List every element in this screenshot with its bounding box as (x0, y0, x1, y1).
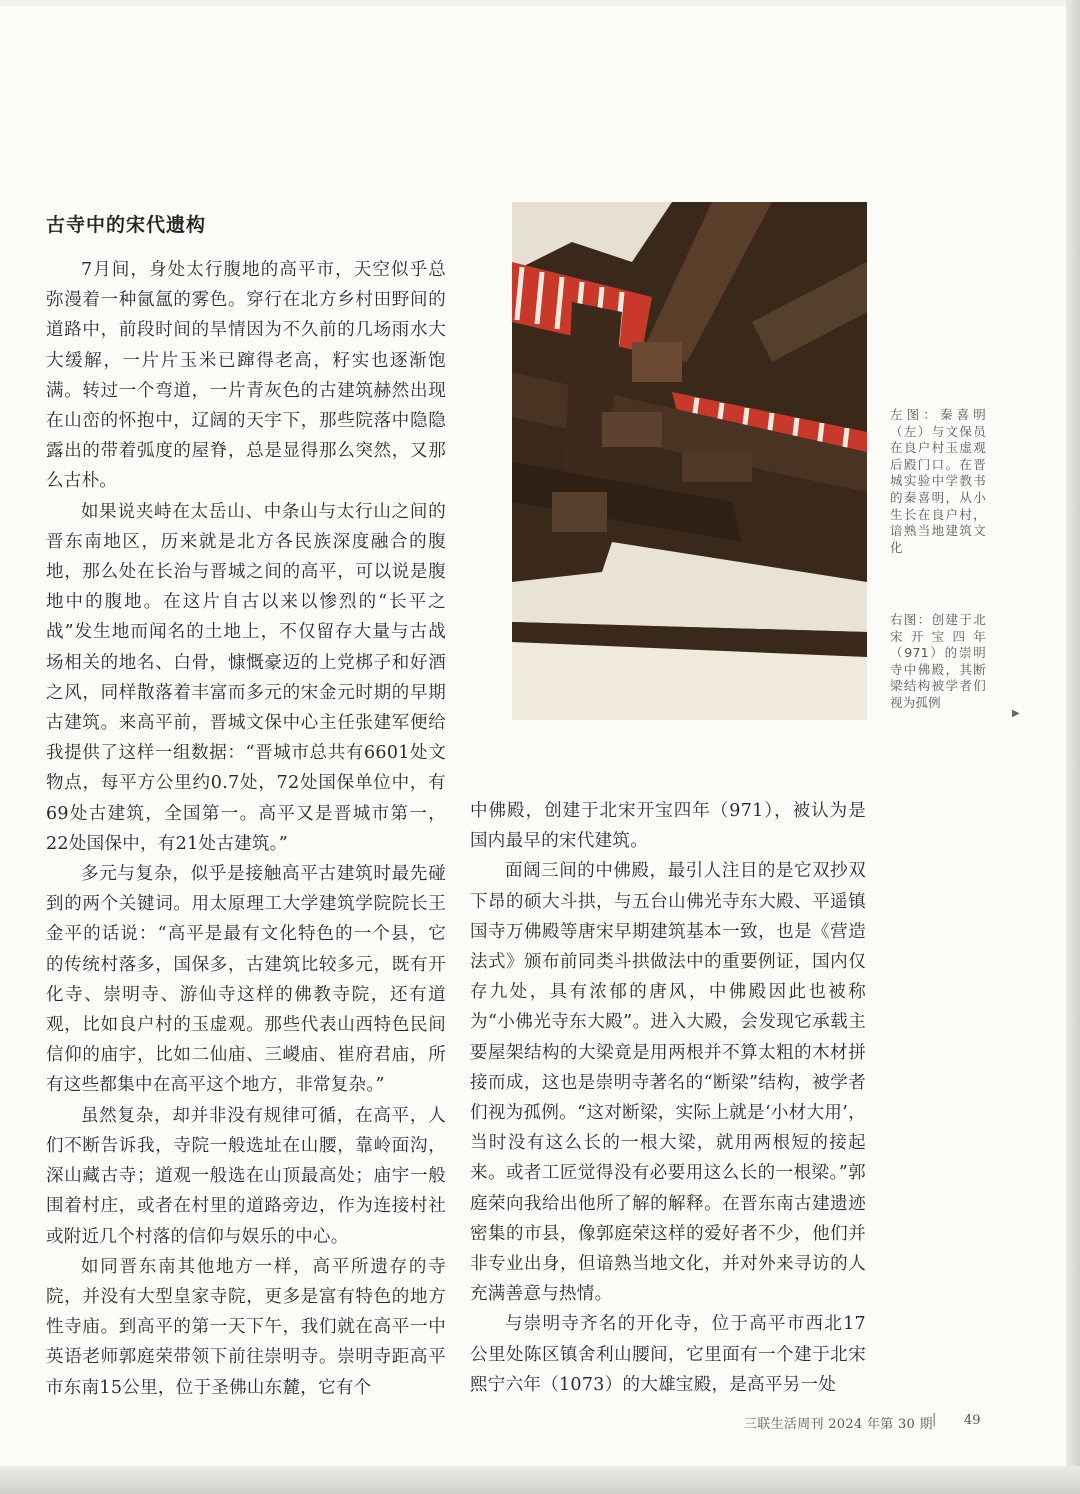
paragraph: 7月间，身处太行腹地的高平市，天空似乎总弥漫着一种氤氲的雾色。穿行在北方乡村田野间的道路中，前段时间的旱情因为不久前的几场雨水大大缓解，一片片玉米已蹿得老高，籽实也逐渐饱满。转过一个弯道，一片青灰色的古建筑赫然出现在山峦的怀抱中，辽阔的天宇下，那些院落中隐隐露出的带着弧度的屋脊，总是显得那么突然，又那么古朴。 (46, 260, 446, 492)
page-number: 49 (964, 1413, 981, 1428)
page-bottom-edge (0, 1466, 1080, 1494)
photo-illustration (512, 202, 867, 720)
paragraph: 虽然复杂，却并非没有规律可循，在高平，人们不断告诉我，寺院一般选址在山腰，靠岭面沟，深山藏古寺；道观一般选在山顶最高处；庙宇一般围着村庄，或者在村里的道路旁边，作为连接村社或附近几个村落的信仰与娱乐的中心。 (46, 1105, 446, 1247)
section-title: 古寺中的宋代遗构 (46, 214, 207, 236)
page-right-edge (1066, 0, 1080, 1494)
left-column (46, 255, 446, 1403)
footer-separator: | (932, 1412, 937, 1427)
paragraph: 面阔三间的中佛殿，最引人注目的是它双抄双下昂的硕大斗拱，与五台山佛光寺东大殿、平遥镇国寺万佛殿等唐宋早期建筑基本一致，也是《营造法式》颁布前同类斗拱做法中的重要例证，国内仅存九处，具有浓郁的唐风，中佛殿因此也被称为“小佛光寺东大殿”。进入大殿，会发现它承载主要屋架结构的大梁竟是用两根并不算太粗的木材拼接而成，这也是崇明寺著名的“断梁”结构，被学者们视为孤例。“这对断梁，实际上就是‘小材大用’，当时没有这么长的一根大梁，就用两根短的接起来。或者工匠觉得没有必要用这么长的一根梁。”郭庭荣向我给出他所了解的解释。在晋东南古建遗迹密集的市县，像郭庭荣这样的爱好者不少，他们并非专业出身，但谙熟当地文化，并对外来寻访的人充满善意与热情。 (470, 861, 866, 1305)
page-top-edge (0, 0, 1080, 6)
paragraph: 中佛殿，创建于北宋开宝四年（971），被认为是国内最早的宋代建筑。 (470, 801, 866, 852)
magazine-issue: 三联生活周刊 2024 年第 30 期 (744, 1417, 933, 1432)
caption-right-image: 右图：创建于北宋开宝四年（971）的崇明寺中佛殿，其断梁结构被学者们视为孤例 (890, 612, 986, 710)
paragraph: 如果说夹峙在太岳山、中条山与太行山之间的晋东南地区，历来就是北方各民族深度融合的腹地，那么处在长治与晋城之间的高平，可以说是腹地中的腹地。在这片自古以来以惨烈的“长平之战”发生地而闻名的土地上，不仅留存大量与古战场相关的地名、白骨，慷慨豪迈的上党梆子和好酒之风，同样散落着丰富而多元的宋金元时期的早期古建筑。来高平前，晋城文保中心主任张建军便给我提供了这样一组数据：“晋城市总共有6601处文物点，每平方公里约0.7处，72处国保单位中，有69处古建筑，全国第一。高平又是晋城市第一，22处国保中，有21处古建筑。” (46, 501, 446, 854)
arrow-right-icon: ▶ (1012, 708, 1020, 719)
temple-roof-bracket-photo (512, 202, 867, 720)
paragraph: 多元与复杂，似乎是接触高平古建筑时最先碰到的两个关键词。用太原理工大学建筑学院院长王金平的话说：“高平是最有文化特色的一个县，它的传统村落多，国保多，古建筑比较多元，既有开化寺、崇明寺、游仙寺这样的佛教寺院，还有道观，比如良户村的玉虚观。那些代表山西特色民间信仰的庙宇，比如二仙庙、三嵕庙、崔府君庙，所有这些都集中在高平这个地方，非常复杂。” (46, 864, 446, 1096)
right-column (470, 796, 866, 1400)
caption-left-image: 左图：秦喜明（左）与文保员在良户村玉虚观后殿门口。在晋城实验中学教书的秦喜明，从小生长在良户村，谙熟当地建筑文化 (890, 407, 986, 555)
paragraph: 如同晋东南其他地方一样，高平所遗存的寺院，并没有大型皇家寺院，更多是富有特色的地方性寺庙。到高平的第一天下午，我们就在高平一中英语老师郭庭荣带领下前往崇明寺。崇明寺距高平市东南15公里，位于圣佛山东麓，它有个 (46, 1256, 446, 1398)
paragraph: 与崇明寺齐名的开化寺，位于高平市西北17公里处陈区镇舍利山腰间，它里面有一个建于北宋熙宁六年（1073）的大雄宝殿，是高平另一处 (470, 1314, 866, 1395)
